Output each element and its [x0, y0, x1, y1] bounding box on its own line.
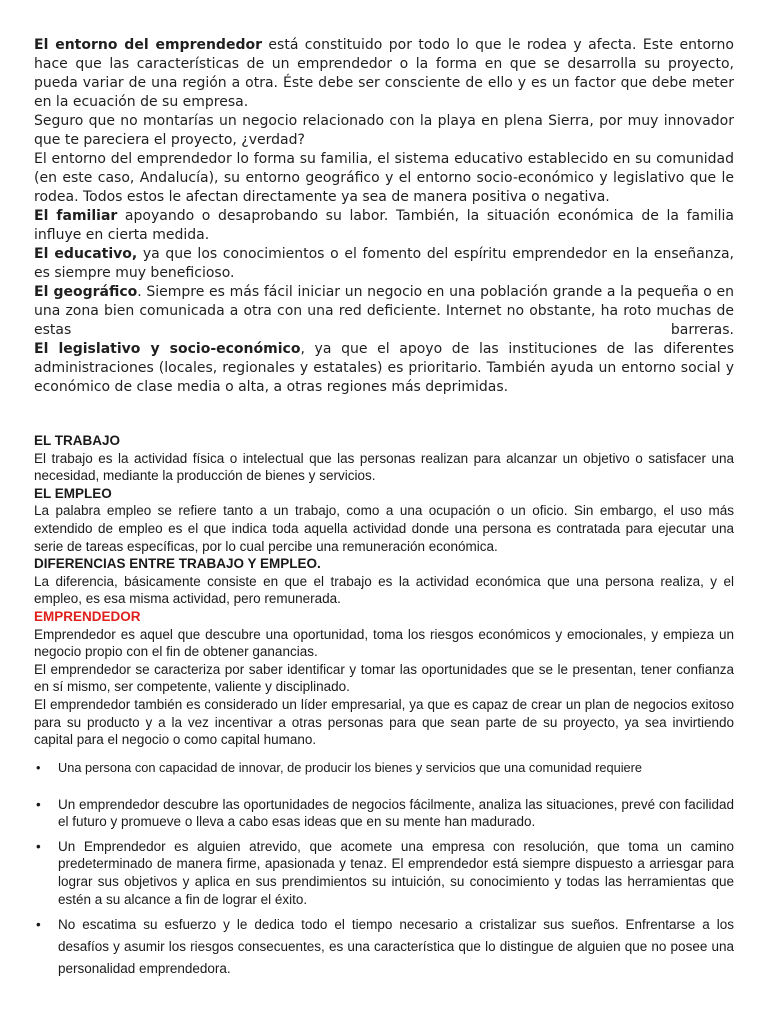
paragraph: La diferencia, básicamente consiste en que el trabajo es la actividad económica que una persona realiza, y el empleo, es esa misma actividad, pero remunerada. — [34, 573, 734, 607]
list-item-text: Una persona con capacidad de innovar, de producir los bienes y servicios que una comunidad requiere — [58, 759, 643, 775]
bullet-icon: • — [36, 759, 41, 775]
paragraph — [34, 207, 734, 245]
paragraph: La palabra empleo se refiere tanto a un trabajo, como a una ocupación o un oficio. Sin embargo, el uso más extendido de empleo es el que indica toda aquella actividad donde una persona es contratada para ejecutar una serie de tareas específicas, por lo cual percibe una remuneración económica. — [34, 503, 734, 554]
paragraph: El emprendedor se caracteriza por saber identificar y tomar las oportunidades que se le presentan, tener confianza en sí mismo, ser competente, valiente y disciplinado. — [34, 661, 734, 695]
list-item-text: Un emprendedor descubre las oportunidades de negocios fácilmente, analiza las situaciones, prevé con facilidad el futuro y promueve o lleva a cabo esas ideas que en su mente han madurado. — [58, 796, 734, 830]
paragraph-text: , ya que el apoyo de las instituciones de las diferentes administraciones (locales, regionales y estatales) es prioritario. También ayuda un entorno social y económico de clase media o alta, a otras regiones más deprimidas. — [34, 341, 734, 395]
paragraph-text: . Siempre es más fácil iniciar un negocio en una población grande a la pequeña o en una zona bien comunicada a otra con una red deficiente. Internet no obstante, ha roto muchas de estas barreras. — [34, 284, 734, 338]
list-item — [34, 838, 734, 908]
paragraph: Seguro que no montarías un negocio relacionado con la playa en plena Sierra, por muy innovador que te pareciera el proyecto, ¿verdad? — [34, 113, 734, 148]
bullet-list — [34, 759, 734, 981]
bold-term: El familiar — [34, 208, 118, 224]
bold-term: El geográfico — [34, 284, 138, 300]
list-item — [34, 796, 734, 831]
paragraph — [34, 36, 734, 112]
paragraph-text: ya que los conocimientos o el fomento del espíritu emprendedor en la enseñanza, es siempre muy beneficioso. — [34, 246, 734, 281]
paragraph — [34, 340, 734, 397]
bold-term: El educativo, — [34, 246, 138, 262]
paragraph — [34, 283, 734, 340]
heading-emprendedor: EMPRENDEDOR — [34, 608, 141, 624]
heading-diferencias: DIFERENCIAS ENTRE TRABAJO Y EMPLEO. — [34, 556, 321, 572]
bullet-icon: • — [36, 796, 41, 812]
trabajo-empleo-section — [34, 432, 734, 980]
heading-trabajo: EL TRABAJO — [34, 433, 121, 448]
heading-empleo: EL EMPLEO — [34, 485, 112, 501]
paragraph: El entorno del emprendedor lo forma su familia, el sistema educativo establecido en su comunidad (en este caso, Andalucía), su entorno geográfico y el entorno socio-económico y legislativo que le rodea. Todos estos le afectan directamente ya sea de manera positiva o negativa. — [34, 151, 734, 205]
list-item — [34, 759, 734, 776]
entorno-section — [34, 36, 734, 397]
list-item-text: Un Emprendedor es alguien atrevido, que acomete una empresa con resolución, que toma un camino predeterminado de manera firme, apasionada y tenaz. El emprendedor está siempre dispuesto a arriesgar para lograr sus objetivos y aplica en sus prendimientos su intuición, su conocimiento y todas las herramientas que estén a su alcance a fin de lograr el éxito. — [58, 838, 734, 907]
bold-term: El legislativo y socio-económico — [34, 341, 301, 357]
bullet-icon: • — [36, 838, 41, 854]
paragraph-text: está constituido por todo lo que le rodea y afecta. Este entorno hace que las características de un emprendedor o la forma en que se desarrolla su proyecto, pueda variar de una región a otra. Éste debe ser consciente de ello y es un factor que debe meter en la ecuación de su empresa. — [34, 37, 734, 110]
paragraph: El emprendedor también es considerado un líder empresarial, ya que es capaz de crear un plan de negocios exitoso para su producto y a la vez incentivar a otras personas para que sean parte de su proyecto, ya sea invirtiendo capital para el negocio o como capital humano. — [34, 696, 734, 748]
paragraph-text: apoyando o desaprobando su labor. También, la situación económica de la familia influye en cierta medida. — [34, 208, 734, 243]
list-item-text: No escatima su esfuerzo y le dedica todo el tiempo necesario a cristalizar sus sueños. Enfrentarse a los desafíos y asumir los riesgos consecuentes, es una característica que lo distingue de alguien que no posee una personalidad emprendedora. — [58, 917, 734, 977]
paragraph: Emprendedor es aquel que descubre una oportunidad, toma los riesgos económicos y emocionales, y empieza un negocio propio con el fin de obtener ganancias. — [34, 626, 734, 660]
bold-term: El entorno del emprendedor — [34, 37, 262, 53]
bullet-icon: • — [36, 917, 41, 933]
paragraph: El trabajo es la actividad física o intelectual que las personas realizan para alcanzar un objetivo o satisfacer una necesidad, mediante la producción de bienes y servicios. — [34, 450, 734, 484]
paragraph — [34, 245, 734, 283]
list-item — [34, 914, 734, 980]
